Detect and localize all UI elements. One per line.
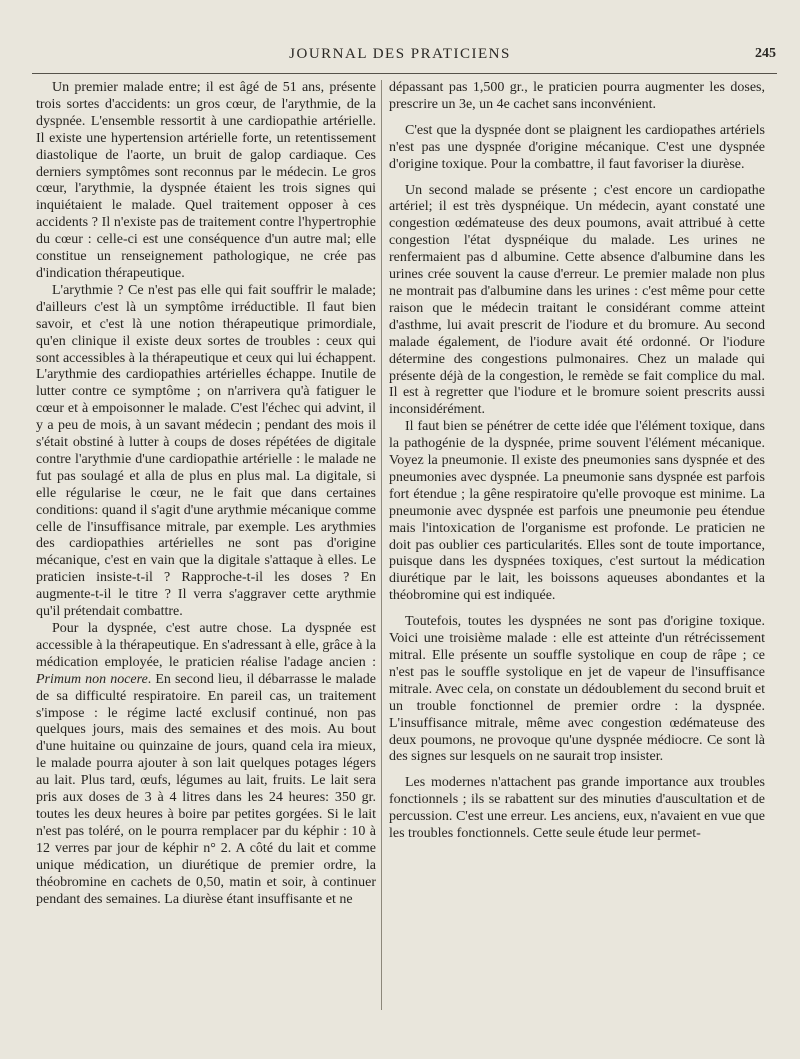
- journal-title: JOURNAL DES PRATICIENS: [289, 46, 511, 62]
- latin-maxim: Primum non nocere: [36, 671, 148, 687]
- paragraph: Un premier malade entre; il est âgé de 51 ans, présente trois sortes d'accidents: un gros cœur, de l'arythmie, de la dyspnée. L'ensemble ressortit à une cardiopathie artérielle. Il existe une hypertension artérielle forte, un retentissement diastolique de l'aorte, un bruit de galop cardiaque. Ces derniers symptômes sont reconnus par le médecin. Le gros cœur, l'arythmie, la dyspnée étaient les trois signes qui inquiétaient le malade. Quel traitement opposer à ces accidents ? Il n'existe pas de traitement contre l'hypertrophie du cœur : celle-ci est une conséquence d'un autre mal; elle constitue un renseignement pathologique, ne crée pas d'indication thérapeutique.: [36, 80, 376, 281]
- paragraph: [36, 621, 376, 908]
- left-column: [36, 80, 376, 908]
- paragraph-text: . En second lieu, il débarrasse le malade de sa difficulté respiratoire. En pareil cas, un traitement s'impose : le régime lacté exclusif continué, non pas quelques jours, mais des semaines et des mois. Au bout d'une huitaine ou quinzaine de jours, quand cela ira mieux, le malade pourra ajouter à son lait quelques potages légers au lait. Plus tard, œufs, légumes au lait, fruits. Le lait sera pris aux doses de 3 à 4 litres dans les 24 heures: 350 gr. toutes les deux heures à boire par petites gorgées. Si le lait n'est pas toléré, on le pourra remplacer par du képhir : 10 à 12 verres par jour de képhir n° 2. A côté du lait et comme unique médication, un diurétique de premier ordre, la théobromine en cachets de 0,50, matin et soir, à continuer pendant des semaines. La diurèse étant insuffisante et ne: [36, 671, 376, 907]
- page-number: 245: [755, 46, 776, 61]
- column-divider: [381, 80, 382, 1010]
- right-column: [389, 80, 765, 843]
- paragraph: Un second malade se présente ; c'est encore un cardiopathe artériel; il est très dyspnéique. Un médecin, ayant constaté une congestion œdémateuse des deux poumons, avait attribué à cette congestion l'état dyspnéique du malade. Les urines ne renfermaient pas d albumine. Cette absence d'albumine dans les urines crée souvent la cause d'erreur. Le premier malade non plus ne montrait pas d'albumine dans les urines : c'est même pour cette raison que le médecin traitant le considérant comme atteint d'asthme, lui avait prescrit de l'iodure et du bromure. Au second malade également, de l'iodure avait été ordonné. Or l'iodure détermine des congestions pulmonaires. Chez un malade qui présente déjà de la congestion, le remède se fait complice du mal. Il est à regretter que l'iodure et le bromure soient prescrits aussi inconsidérément.: [389, 182, 765, 418]
- paragraph: C'est que la dyspnée dont se plaignent les cardiopathes artériels n'est pas une dyspnée d'origine mécanique. C'est une dyspnée d'origine toxique. Pour la combattre, il faut favoriser la diurèse.: [389, 122, 765, 172]
- header-rule: [32, 73, 777, 74]
- paragraph: Toutefois, toutes les dyspnées ne sont pas d'origine toxique. Voici une troisième malade : elle est atteinte d'un rétrécissement mitral. Elle présente un souffle systolique en coup de râpe ; ce n'est pas le souffle systolique en jet de vapeur de l'insuffisance mitrale. Avec cela, on constate un dédoublement du second bruit et un trouble fonctionnel de premier ordre : la dyspnée. L'insuffisance mitrale, même avec congestion œdémateuse des deux poumons, ne provoque qu'une dyspnée médiocre. Ce sont là des signes sur lesquels on ne saurait trop insister.: [389, 614, 765, 765]
- running-header: [0, 46, 800, 70]
- paragraph: Les modernes n'attachent pas grande importance aux troubles fonctionnels ; ils se rabattent sur des minuties d'auscultation et de percussion. C'est une erreur. Les anciens, eux, n'avaient en vue que les troubles fonctionnels. Cette seule étude leur permet-: [389, 775, 765, 842]
- paragraph: dépassant pas 1,500 gr., le praticien pourra augmenter les doses, prescrire un 3e, un 4e cachet sans inconvénient.: [389, 80, 765, 112]
- paragraph: Il faut bien se pénétrer de cette idée que l'élément toxique, dans la pathogénie de la dyspnée, prime souvent l'élément mécanique. Voyez la pneumonie. Il existe des pneumonies sans dyspnée et des pneumonies avec dyspnée. La pneumonie sans dyspnée est parfois fort étendue ; la gêne respiratoire qu'elle provoque est minime. La pneumonie avec dyspnée est parfois une pneumonie peu étendue mais l'intoxication de l'organisme est profonde. Le praticien ne doit pas oublier ces particularités. Elles sont de toute importance, puisque dans les dyspnées toxiques, c'est surtout la médication diurétique par le lait, les boissons aqueuses abondantes et la théobromine qui est indiquée.: [389, 419, 765, 604]
- paragraph-text: Pour la dyspnée, c'est autre chose. La dyspnée est accessible à la thérapeutique. En s'adressant à elle, grâce à la médication employée, le praticien réalise l'adage ancien :: [36, 621, 376, 670]
- paragraph: L'arythmie ? Ce n'est pas elle qui fait souffrir le malade; d'ailleurs c'est là un symptôme irréductible. Il faut bien savoir, et c'est là une notion thérapeutique primordiale, qu'en clinique il existe deux sortes de troubles : ceux qui sont accessibles à la thérapeutique et ceux qui lui échappent. L'arythmie des cardiopathies artérielles échappe. Inutile de lutter contre ce symptôme ; on n'arrivera qu'à fatiguer le cœur et à empoisonner le malade. C'est l'échec qui advint, il y a peu de mois, à un savant médecin ; pendant des mois il s'était obstiné à lutter à coups de doses répétées de digitale contre l'arythmie d'une cardiopathie artérielle : le malade ne fut pas soulagé et alla de plus en plus mal. La digitale, si elle régularise le cœur, ne le fait que dans certaines conditions: quand il s'agit d'une arythmie mécanique comme celle de l'insuffisance mitrale, par exemple. Les arythmies des cardiopathies artérielles ne sont pas d'origine mécanique, c'est en vain que la digitale s'attaque à elles. Le praticien insiste-t-il ? Rapproche-t-il les doses ? En augmente-t-il le titre ? Il verra s'aggraver cette arythmie qu'il prétendait combattre.: [36, 282, 376, 620]
